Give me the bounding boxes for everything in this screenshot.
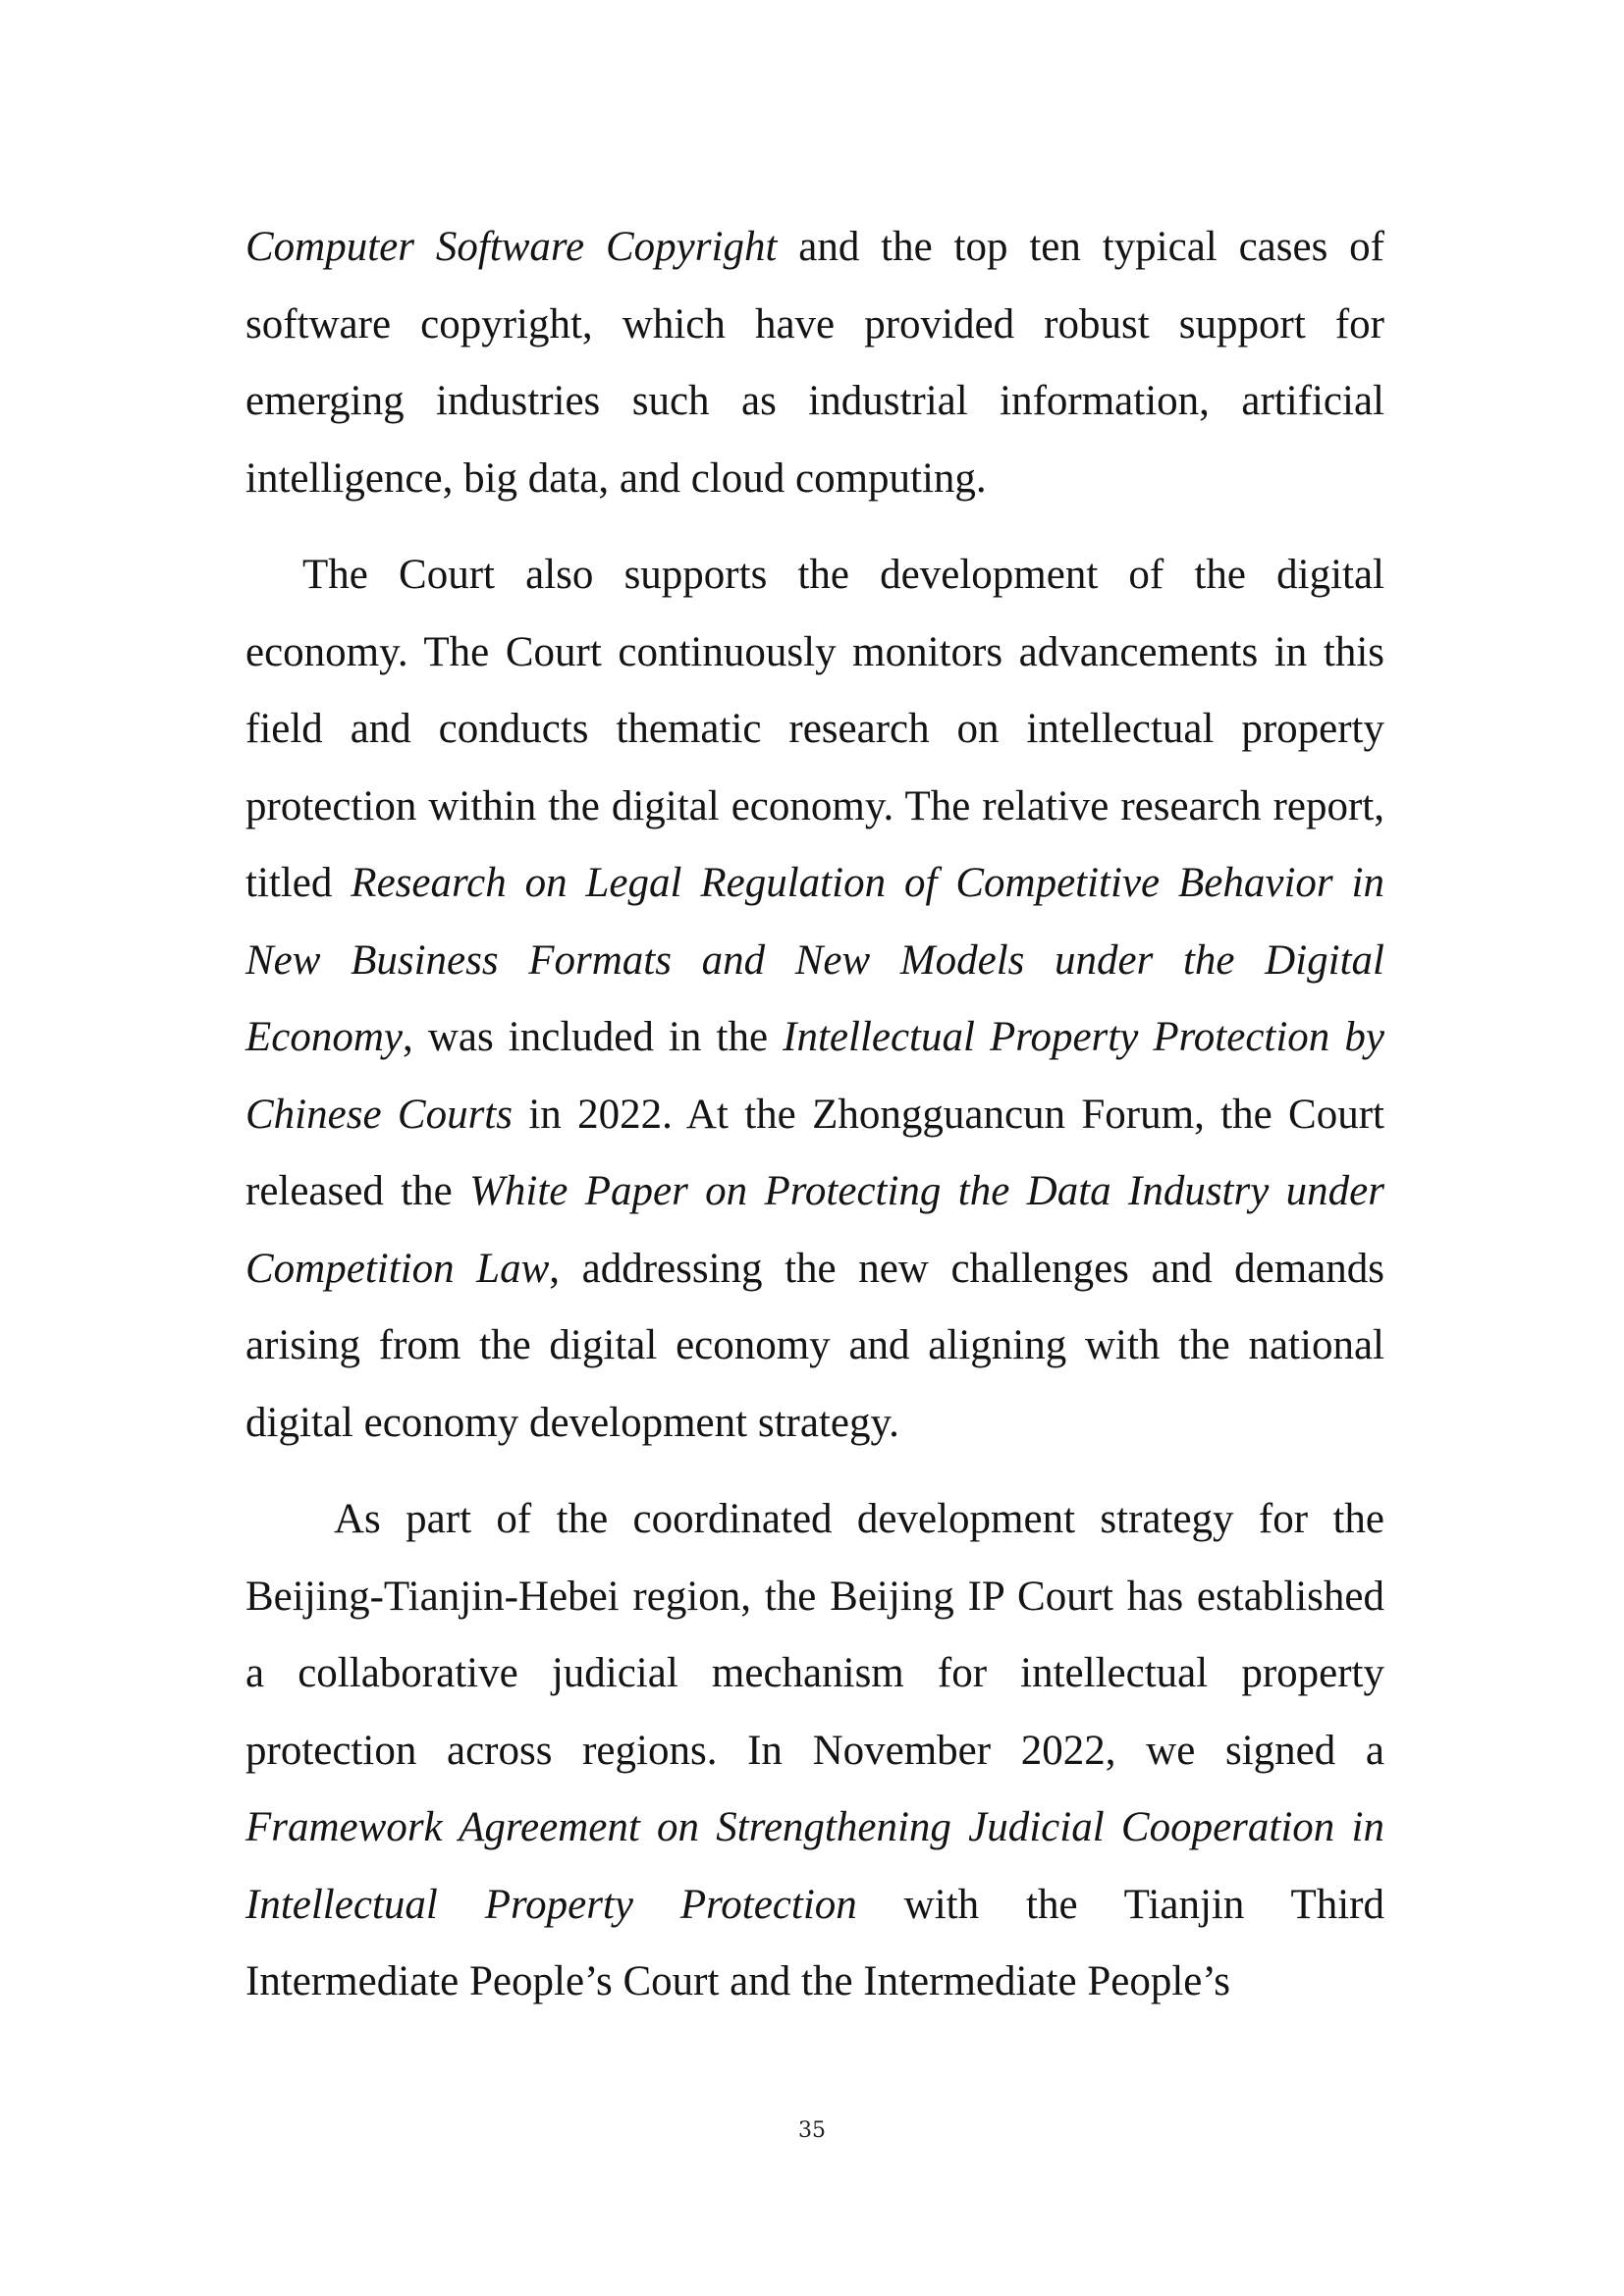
text-run: Framework Agreement on Strengthening Judicial Cooperation in Intellectual Property Protection (245, 1804, 1384, 1928)
paragraph-digital-economy (245, 537, 1384, 1462)
text-run: in 2022. At the Zhongguancun Forum, the Court released the (245, 1091, 1384, 1214)
text-run: and the top ten typical cases of software copyright, which have provided robust support for emerging industries such as industrial information, artificial intelligence, big data, and cloud computing. (245, 224, 1384, 502)
text-run: , addressing the new challenges and demands arising from the digital economy and aligning with the national digital economy development strategy. (245, 1245, 1385, 1446)
text-run: As part of the coordinated development strategy for the Beijing-Tianjin-Hebei region, the Beijing IP Court has established a collaborative judicial mechanism for intellectual property protection across regions. In November 2022, we signed a (245, 1496, 1384, 1774)
text-run: , was included in the (403, 1014, 784, 1060)
paragraph-regional-cooperation (245, 1481, 1384, 2021)
text-run: Research on Legal Regulation of Competitive Behavior in New Business Formats and New Models under the Digital Economy (245, 860, 1385, 1060)
text-run: Computer Software Copyright (245, 224, 778, 270)
page-number: 35 (798, 2118, 826, 2143)
paragraph-software-copyright (245, 209, 1384, 517)
text-run: The Court also supports the development of the digital economy. The Court continuously monitors advancements in this field and conducts thematic research on intellectual property protection within the digital economy. The relative research report, titled (245, 552, 1384, 906)
text-run: Intellectual Property Protection by Chinese Courts (245, 1014, 1384, 1138)
body-text (245, 209, 1384, 2041)
text-run: White Paper on Protecting the Data Industry under Competition Law (245, 1168, 1384, 1292)
text-run: with the Tianjin Third Intermediate People’s Court and the Intermediate People’s (245, 1881, 1385, 2004)
